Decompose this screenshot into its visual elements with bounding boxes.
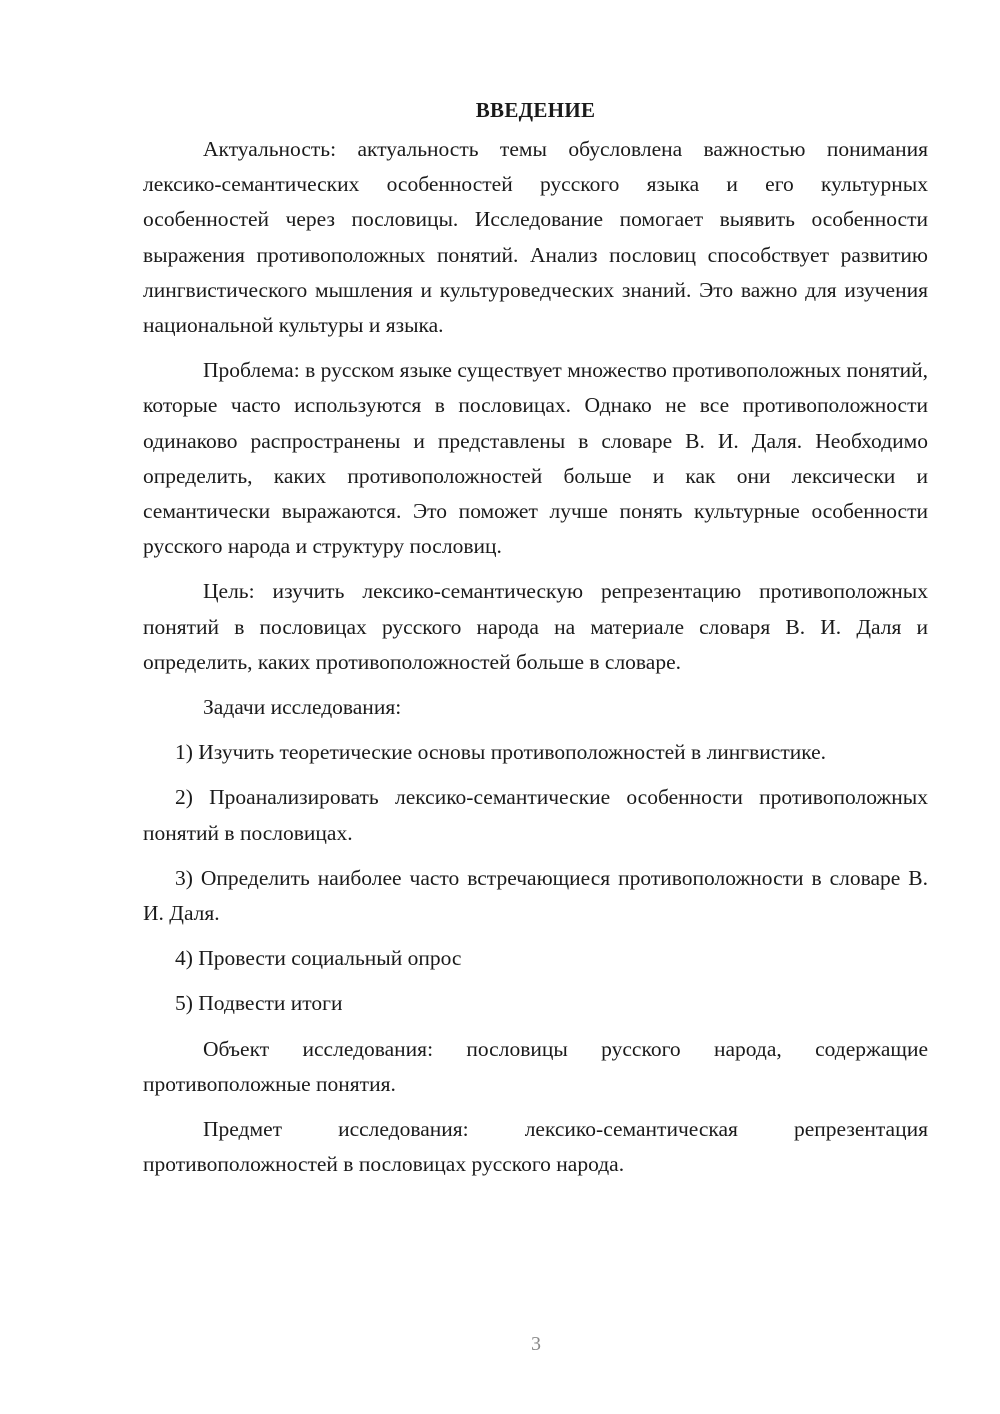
relevance-paragraph: Актуальность: актуальность темы обусловлена важностью понимания лексико-семантических особенностей русского языка и его культурных особенностей через пословицы. Исследование помогает выявить особенности выражения противоположных понятий. Анализ пословиц способствует развитию лингвистического мышления и культуроведческих знаний. Это важно для изучения национальной культуры и языка. (143, 137, 928, 338)
goal-paragraph: Цель: изучить лексико-семантическую репрезентацию противоположных понятий в пословицах русского народа на материале словаря В. И. Даля и определить, каких противоположностей больше в словаре. (143, 579, 928, 674)
object-paragraph: Объект исследования: пословицы русского народа, содержащие противоположные понятия. (143, 1036, 928, 1096)
section-heading: ВВЕДЕНИЕ (475, 98, 596, 122)
task-item: 3) Определить наиболее часто встречающиеся противоположности в словаре В. И. Даля. (143, 865, 928, 926)
page-number: 3 (531, 1333, 541, 1355)
problem-paragraph: Проблема: в русском языке существует множество противоположных понятий, которые часто используются в пословицах. Однако не все противоположности одинаково распространены и представлены в словаре В. И. Даля. Необходимо определить, каких противоположностей больше и как они лексически и семантически выражаются. Это поможет лучше понять культурные особенности русского народа и структуру пословиц. (143, 358, 928, 559)
tasks-title: Задачи исследования: (203, 695, 402, 720)
task-item: 5) Подвести итоги (175, 991, 343, 1016)
subject-paragraph: Предмет исследования: лексико-семантическая репрезентация противоположностей в пословицах русского народа. (143, 1117, 928, 1177)
task-item: 2) Проанализировать лексико-семантические особенности противоположных понятий в пословицах. (143, 785, 928, 845)
page-content (143, 95, 928, 1192)
task-item: 4) Провести социальный опрос (175, 946, 462, 971)
task-item: 1) Изучить теоретические основы противоположностей в лингвистике. (175, 740, 827, 765)
